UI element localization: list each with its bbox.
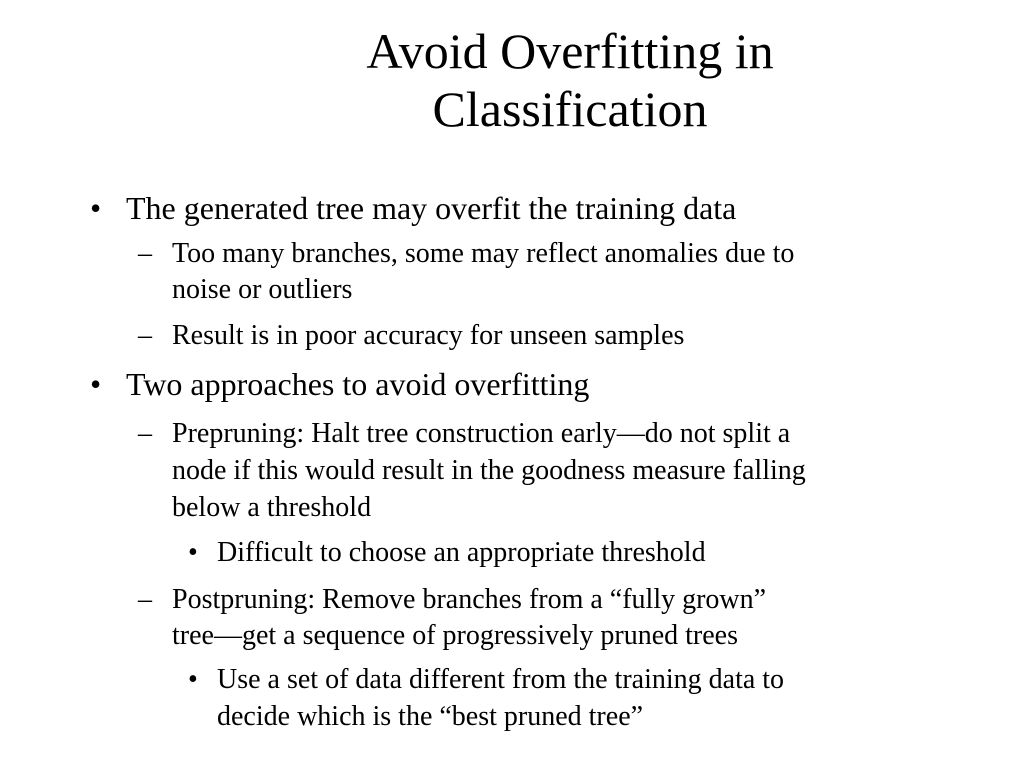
sub-bullet-dash: – [138,320,152,351]
sub-bullet-dash: – [138,584,152,615]
sub-bullet-text: Result is in poor accuracy for unseen samples [172,320,685,351]
bullet-marker [90,366,101,402]
sub-bullet-text: tree—get a sequence of progressively pruned trees [172,620,738,651]
sub-bullet-dash: – [138,238,152,269]
sub-bullet-marker [138,236,152,272]
bullet-text: Two approaches to avoid overfitting [126,366,590,402]
sub-sub-bullet-text: Use a set of data different from the training data to [217,664,785,695]
sub-bullet-dash: – [138,418,152,449]
sub-sub-bullet-marker [188,535,198,571]
sub-sub-bullet-dot: • [188,537,198,568]
sub-bullet-text: node if this would result in the goodness measure falling [172,455,806,486]
sub-sub-bullet-text: decide which is the “best pruned tree” [217,701,644,732]
slide-title-line: Classification [432,81,708,137]
sub-bullet-text: Postpruning: Remove branches from a “fully grown” [172,584,767,615]
bullet-marker [90,190,101,226]
slide-title-line: Avoid Overfitting in [366,23,774,79]
sub-bullet-marker [138,416,152,452]
bullet-dot: • [90,190,102,226]
sub-bullet-text: Too many branches, some may reflect anomalies due to [172,238,795,269]
sub-bullet-text: noise or outliers [172,274,353,305]
sub-bullet-text: Prepruning: Halt tree construction early—do not split a [172,418,791,449]
sub-bullet-marker [138,318,152,354]
slide-title [310,22,830,138]
sub-bullet-marker [138,582,152,618]
bullet-dot: • [90,366,102,402]
sub-sub-bullet-marker [188,662,198,698]
bullet-text: The generated tree may overfit the training data [126,190,737,226]
sub-bullet-text: below a threshold [172,492,372,523]
sub-sub-bullet-text: Difficult to choose an appropriate threshold [217,537,706,568]
sub-sub-bullet-dot: • [188,664,198,695]
